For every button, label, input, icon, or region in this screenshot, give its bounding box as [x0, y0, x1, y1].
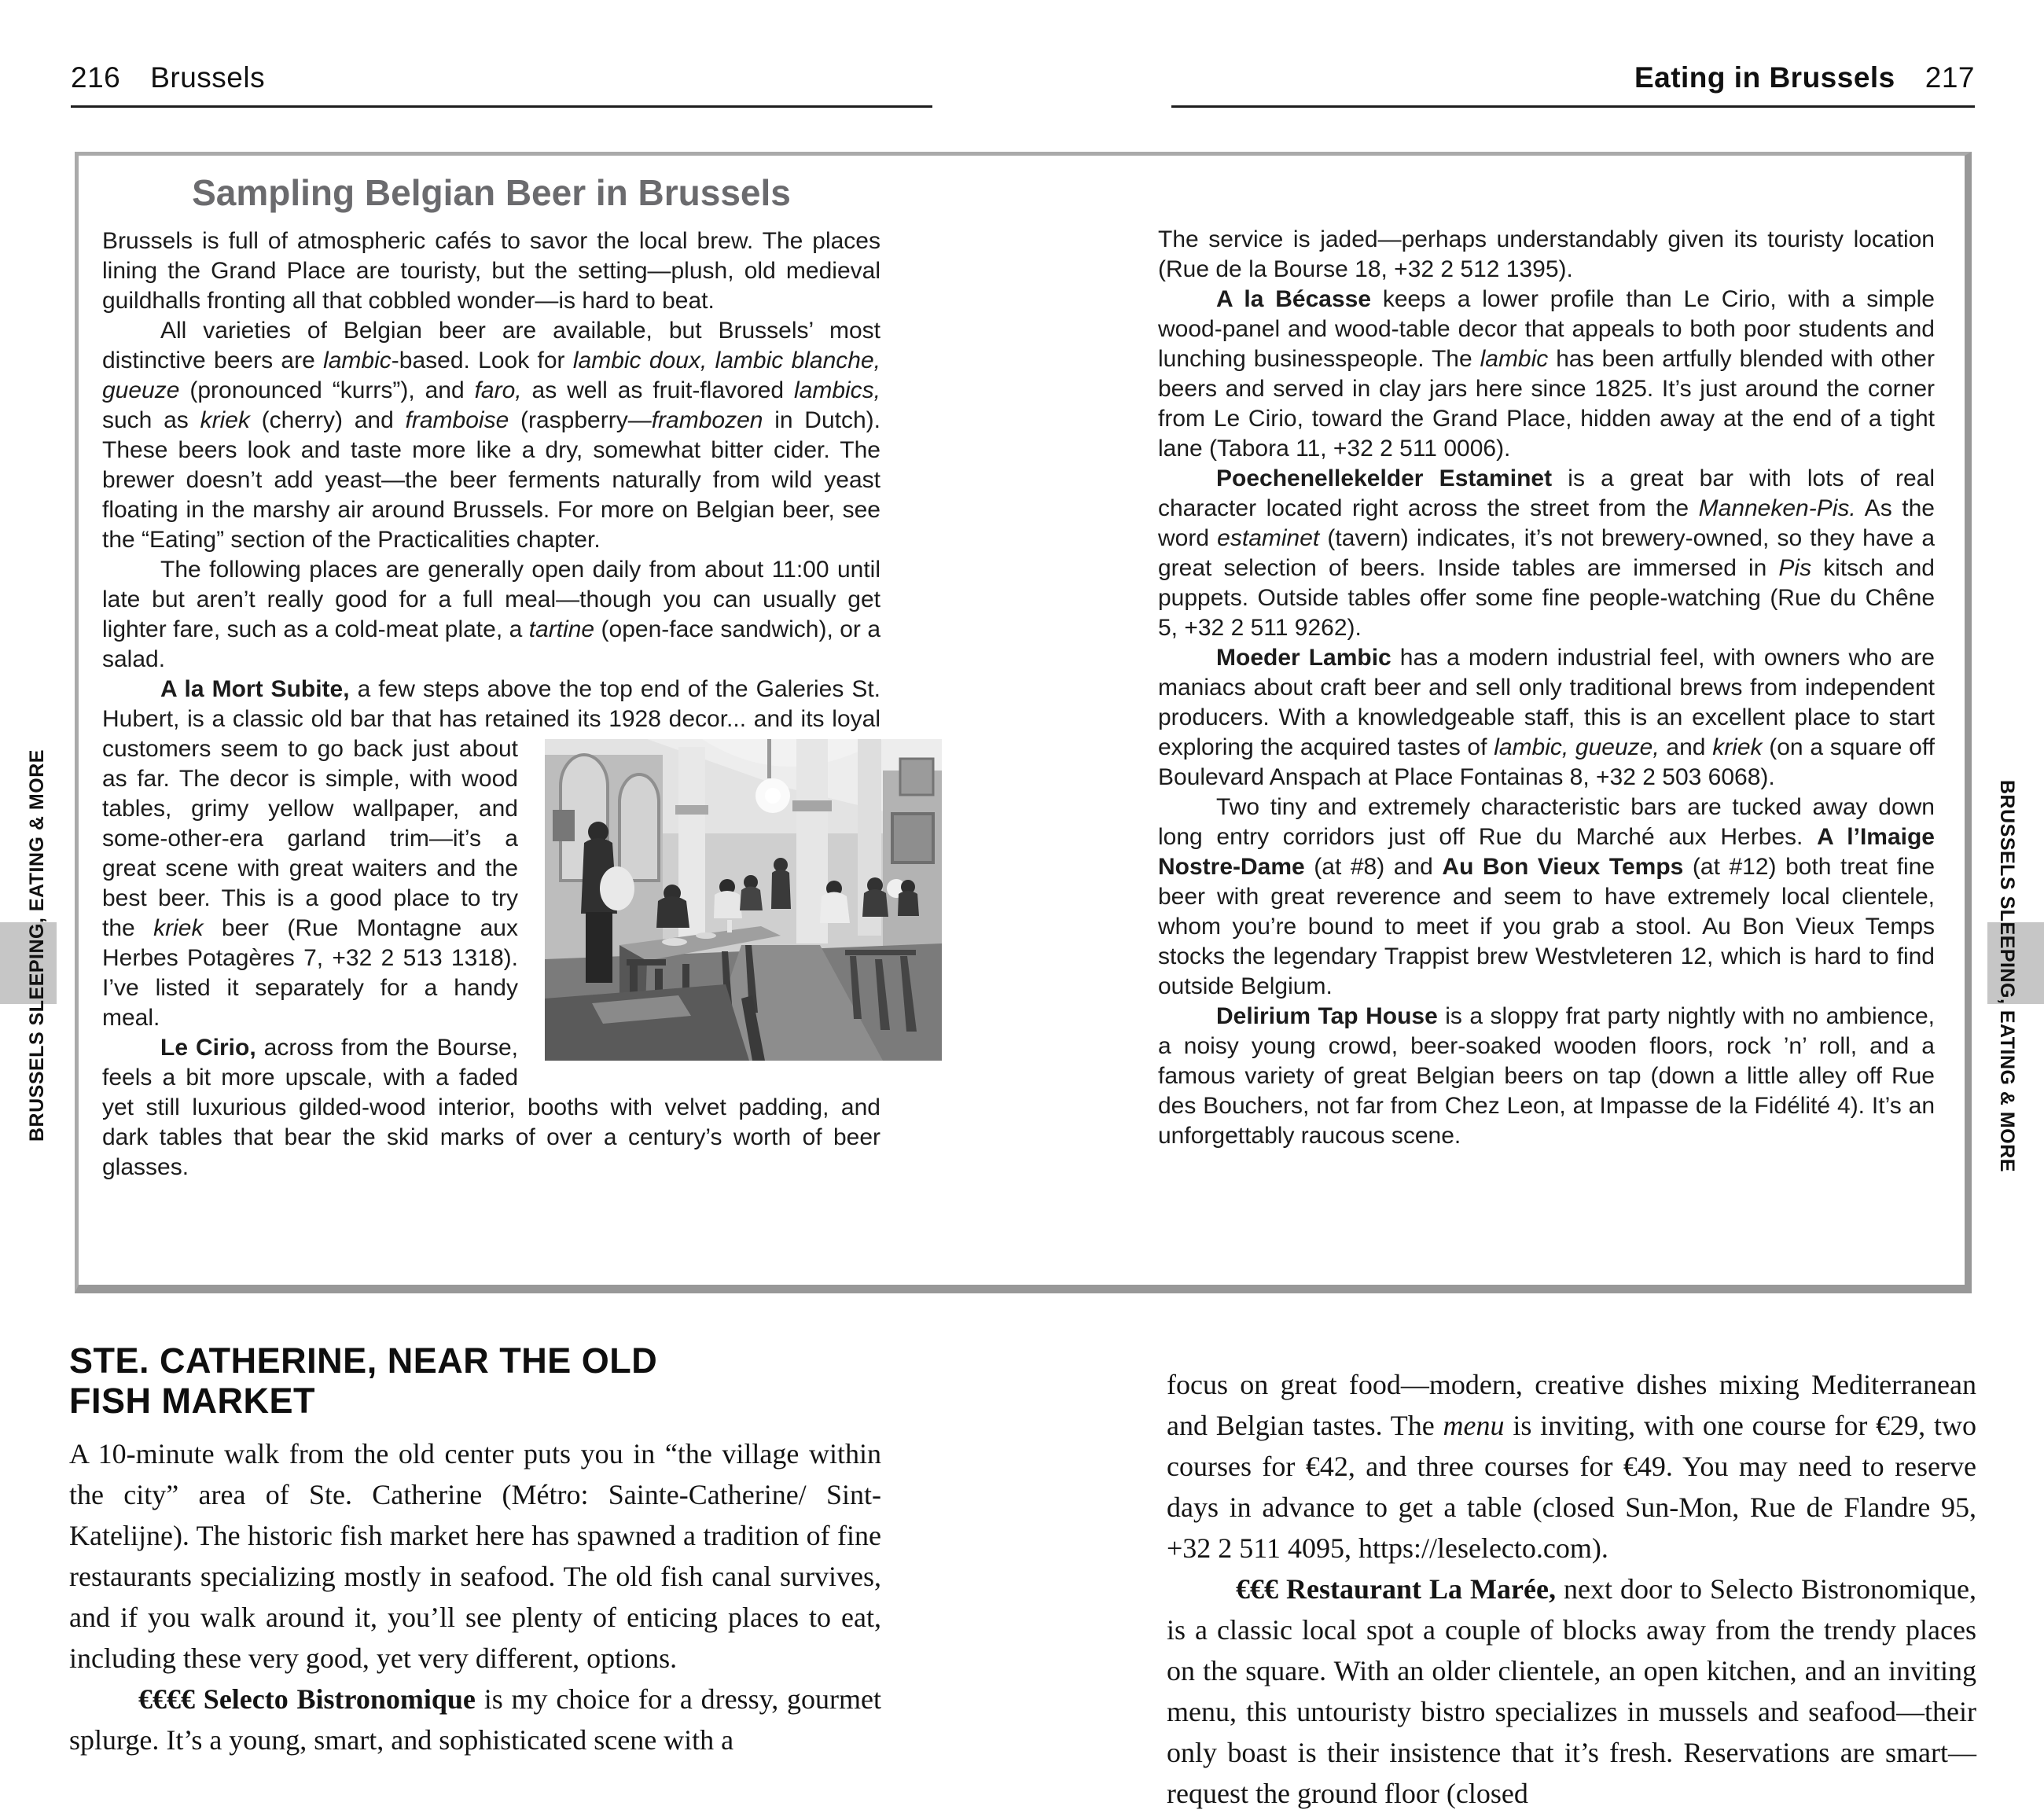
paragraph-poechenellekelder: Poechenellekelder Estaminet is a great bar with lots of real character located right across the street from the Manneken-Pis. As the word estaminet (tavern) indicates, it’s not brewery-owned, so they have a great selection of beers. Inside tables are immersed in Pis kitsch and puppets. Outside tables offer some fine people-watching (Rue du Chêne 5, +32 2 511 9262).	[1158, 465, 1936, 641]
beer-box-left-column	[102, 171, 880, 1183]
side-label-right: BRUSSELS SLEEPING, EATING & MORE	[1996, 780, 2018, 1172]
paragraph-selecto: €€€€ Selecto Bistronomique is my choice for a dressy, gourmet splurge. It’s a young, smart, and sophisticated scene with a	[69, 1683, 882, 1756]
paragraph-two-tiny-bars: Two tiny and extremely characteristic bars are tucked away down long entry corridors just off Rue du Marché aux Herbes. A l’Imaige Nostre-Dame (at #8) and Au Bon Vieux Temps (at #12) both treat fine beer with great reverence and seem to have extremely local clientele, whom you’re bound to meet if you grab a stool. Au Bon Vieux Temps stocks the legendary Trappist brew Westvleteren 12, which is hard to find outside Belgium.	[1158, 794, 1936, 999]
running-head-right	[1634, 61, 1975, 94]
paragraph-a-la-becasse: A la Bécasse keeps a lower profile than Le Cirio, with a simple wood-panel and wood-table decor that appeals to both poor students and lunching businesspeople. The lambic has been artfully blended with other beers and served in clay jars here since 1825. It’s just around the corner from Le Cirio, toward the Grand Place, hidden away at the end of a tight lane (Tabora 11, +32 2 511 0006).	[1158, 286, 1935, 462]
running-head-left	[71, 61, 265, 94]
paragraph-mort-subite-rest: and its loyal customers seem to go back just about as far. The decor is simple, with wood tables, grimy yellow wallpaper, and some-other-era garland trim—it’s a great scene with great waiters and the best beer. This is a good place to try the kriek beer (Rue Montagne aux Herbes Potagères 7, +32 2 513 1318). I’ve listed it separately for a handy meal.	[102, 706, 880, 1031]
cafe-interior-illustration	[545, 739, 942, 1061]
paragraph-selecto-cont: focus on great food—modern, creative dishes mixing Mediterranean and Belgian tastes. The menu is inviting, with one course for €29, two courses for €42, and three courses for €49. You may need to reserve days in advance to get a table (closed Sun-Mon, Rue de Flandre 95, +32 2 511 4095, https://leselecto.com).	[1167, 1369, 1976, 1564]
paragraph-le-cirio-cont: The service is jaded—perhaps understandably given its touristy location (Rue de la Bourse 18, +32 2 512 1395).	[1158, 226, 1935, 282]
paragraph-le-cirio: Le Cirio, across from the Bourse, feels a bit more upscale, with a faded yet still luxurious gilded-wood interior, booths with velvet padding, and dark tables that bear the skid marks of over a century’s worth of beer glasses.	[102, 1035, 880, 1180]
section-heading-line2: FISH MARKET	[69, 1381, 315, 1421]
paragraph-opening-hours: The following places are generally open daily from about 11:00 until late but aren’t really good for a full meal—though you can usually get lighter fare, such as a cold-meat plate, a tartine (open-face sandwich), or a salad.	[102, 557, 881, 672]
section-heading	[69, 1341, 881, 1421]
beer-box-title: Sampling Belgian Beer in Brussels	[192, 172, 791, 213]
paragraph-beer-varieties: All varieties of Belgian beer are available, but Brussels’ most distinctive beers are lambic-based. Look for lambic doux, lambic blanche, gueuze (pronounced “kurrs”), and faro, as well as fruit-flavored lambics, such as kriek (cherry) and framboise (raspberry—frambozen in Dutch). These beers look and taste more like a dry, somewhat bitter cider. The brewer doesn’t add yeast—the beer ferments naturally from wild yeast floating in the marshy air around Brussels. For more on Belgian beer, see the “Eating” section of the Practicalities chapter.	[102, 318, 881, 553]
running-head-left-title: Brussels	[150, 61, 266, 94]
paragraph-ste-catherine-intro: A 10-minute walk from the old center puts you in “the village within the city” area of Ste. Catherine (Métro: Sainte-Catherine/ Sint-Katelijne). The historic fish market here has spawned a tradition of fine restaurants specializing mostly in seafood. The old fish canal survives, and if you walk around it, you’ll see plenty of enticing places to eat, including these very good, yet very different, options.	[69, 1438, 881, 1674]
bottom-left-column	[69, 1341, 881, 1814]
section-heading-line1: STE. CATHERINE, NEAR THE OLD	[69, 1341, 658, 1381]
page-number-right: 217	[1925, 61, 1975, 94]
bottom-right-column	[1167, 1341, 1976, 1814]
beer-box-right-column	[1158, 225, 1935, 1151]
beer-sidebar-box	[75, 152, 1972, 1293]
header-rule-left	[71, 105, 932, 108]
side-label-left: BRUSSELS SLEEPING, EATING & MORE	[26, 749, 48, 1142]
paragraph-la-maree: €€€ Restaurant La Marée, next door to Selecto Bistronomique, is a classic local spot a couple of blocks away from the trendy places on the square. With an older clientele, an open kitchen, and an inviting menu, this untouristy bistro specializes in mussels and seafood—their only boast is their insistence that it’s fresh. Reservations are smart—request the ground floor (closed	[1167, 1573, 1976, 1809]
ste-catherine-section	[69, 1341, 1976, 1814]
running-head-right-title: Eating in Brussels	[1634, 61, 1895, 94]
header-rule-right	[1171, 105, 1975, 108]
paragraph-intro: Brussels is full of atmospheric cafés to savor the local brew. The places lining the Grand Place are touristy, but the setting—plush, old medieval guildhalls fronting all that cobbled wonder—is hard to beat.	[102, 228, 880, 314]
paragraph-mort-subite	[102, 675, 880, 1033]
paragraph-delirium: Delirium Tap House is a sloppy frat party nightly with no ambience, a noisy young crowd, beer-soaked wooden floors, rock ’n’ roll, and a famous variety of great Belgian beers on tap (down a little alley off Rue des Bouchers, not far from Chez Leon, at Impasse de la Fidélité 4). It’s an unforgettably raucous scene.	[1158, 1003, 1935, 1149]
cafe-interior-photo	[545, 739, 942, 1061]
paragraph-moeder-lambic: Moeder Lambic has a modern industrial feel, with owners who are maniacs about craft beer and sell only traditional brews from independent producers. With a knowledgeable staff, this is an excellent place to start exploring the acquired tastes of lambic, gueuze, and kriek (on a square off Boulevard Anspach at Place Fontainas 8, +32 2 503 6068).	[1158, 645, 1935, 790]
page-number-left: 216	[71, 61, 121, 94]
paragraph-mort-subite-lead: A la Mort Subite, a few steps above the top end of the Galeries St. Hubert, is a classic old bar that has retained its 1928 decor...	[102, 676, 881, 732]
